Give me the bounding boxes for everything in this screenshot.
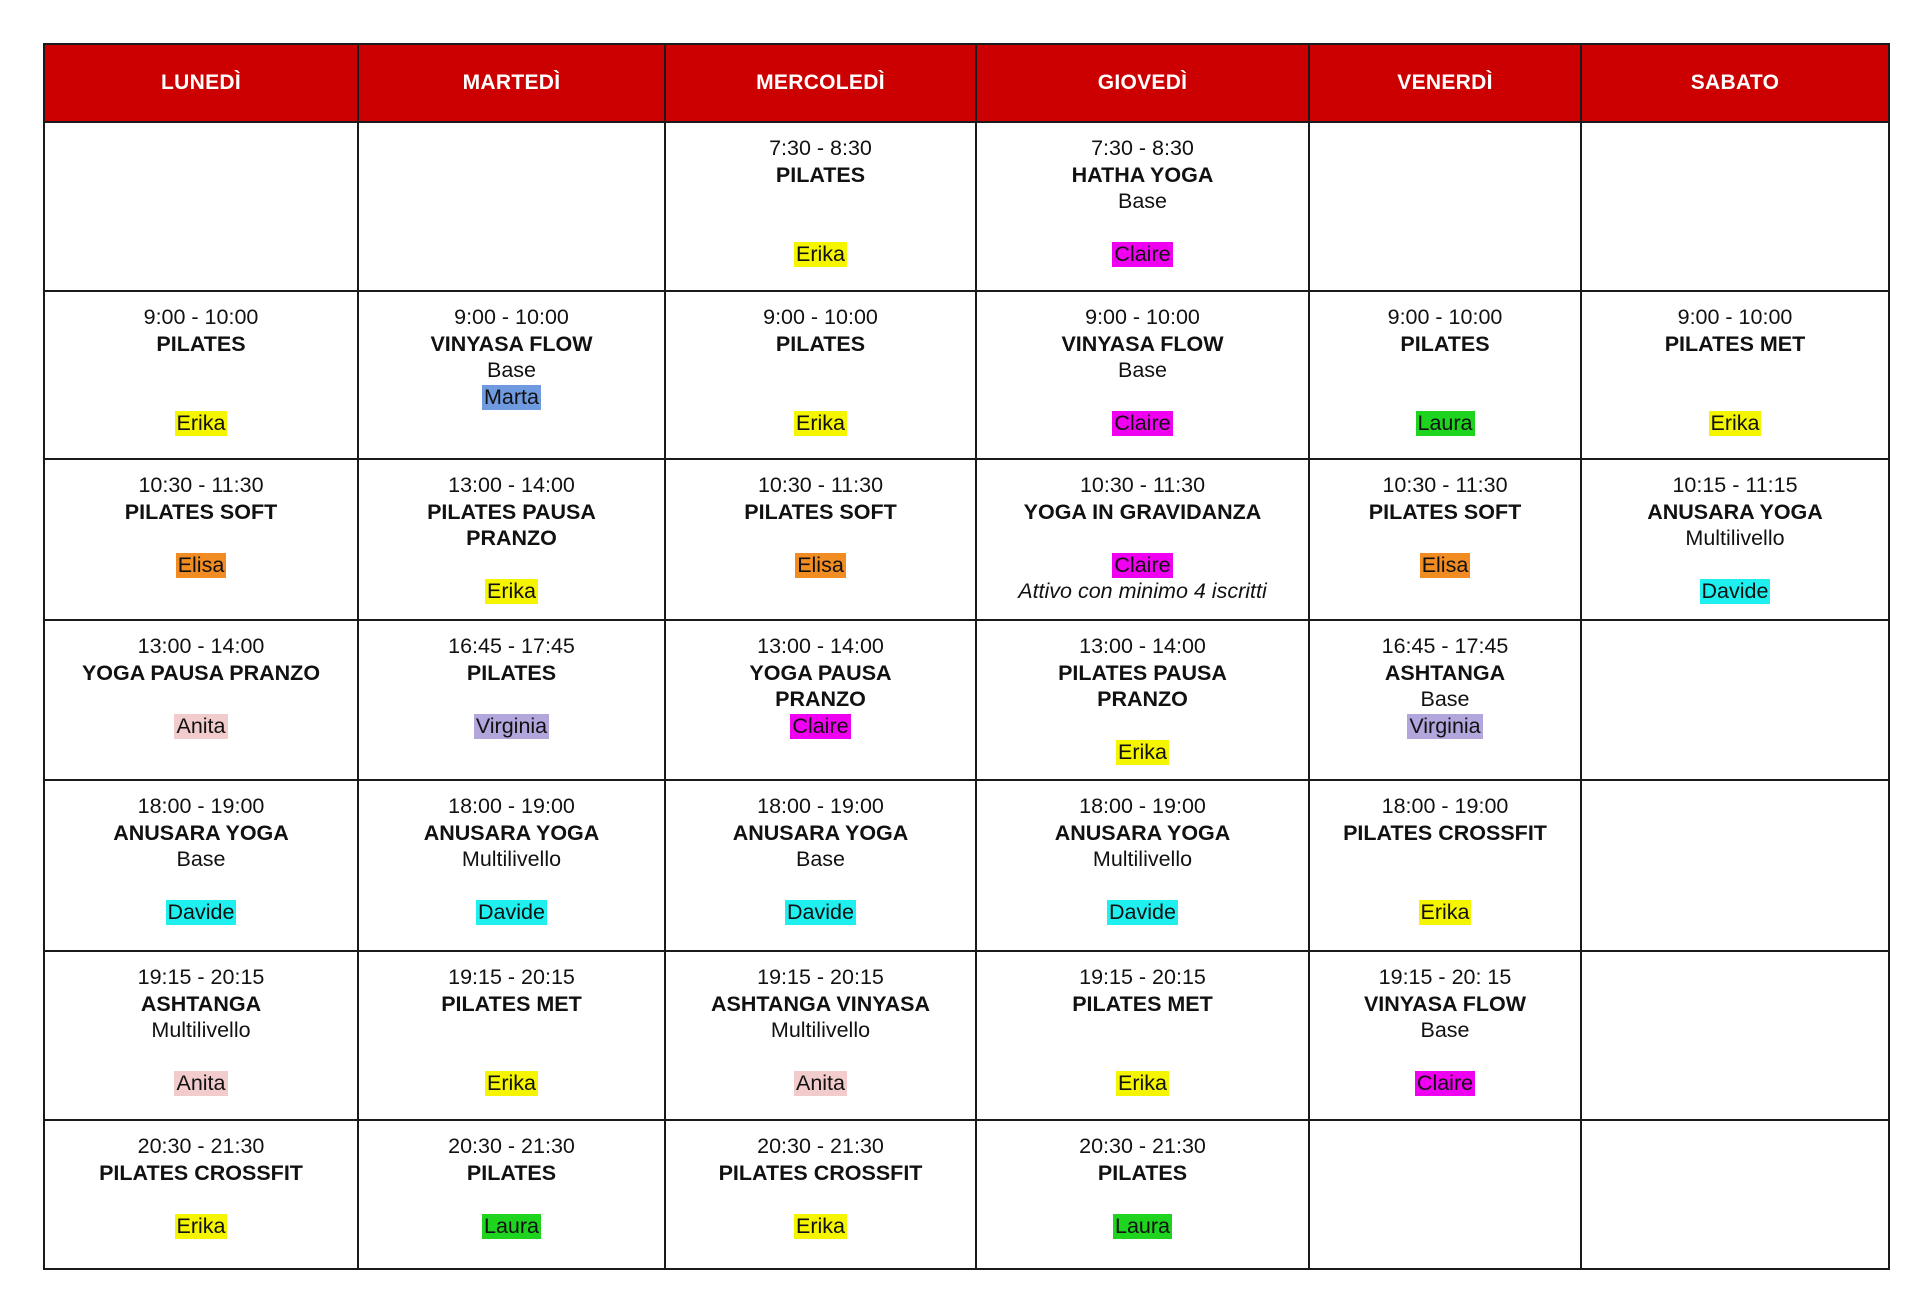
class-entry [359, 1121, 664, 1239]
class-name: PRANZO [775, 687, 866, 711]
class-time: 20:30 - 21:30 [137, 1134, 265, 1158]
class-entry [359, 292, 664, 410]
class-entry [359, 781, 664, 926]
class-name: PILATES MET [441, 991, 582, 1016]
instructor-badge: Elisa [1421, 552, 1469, 577]
class-time: 19:15 - 20:15 [448, 965, 575, 989]
class-name: YOGA IN GRAVIDANZA [1023, 499, 1262, 524]
time-slot-row [44, 122, 1889, 291]
class-name: ANUSARA YOGA [113, 820, 289, 845]
class-name: PILATES CROSSFIT [99, 1160, 303, 1185]
instructor-badge: Claire [1114, 552, 1171, 577]
class-level: Base [1117, 189, 1167, 213]
instructor-badge: Claire [1114, 242, 1171, 266]
class-entry [977, 292, 1308, 437]
instructor-badge: Anita [176, 1071, 226, 1095]
instructor-badge: Marta [484, 384, 539, 409]
class-name: PILATES [466, 1160, 557, 1185]
class-entry [666, 292, 975, 437]
class-level: Base [795, 847, 845, 871]
class-time: 20:30 - 21:30 [757, 1134, 884, 1158]
schedule-cell-friday [1309, 951, 1581, 1120]
instructor-badge: Claire [1416, 1071, 1474, 1095]
class-entry [1582, 460, 1888, 605]
schedule-cell-friday [1309, 291, 1581, 459]
schedule-cell-wednesday [665, 1120, 976, 1269]
class-name: PRANZO [1097, 687, 1188, 711]
class-name: PILATES PAUSA [427, 499, 596, 524]
schedule-cell-wednesday [665, 951, 976, 1120]
class-level: Multilivello [1685, 526, 1785, 550]
instructor-badge: Erika [796, 1213, 845, 1238]
class-name: PRANZO [466, 526, 557, 550]
instructor-badge: Davide [478, 900, 545, 924]
class-name: PILATES CROSSFIT [718, 1160, 923, 1185]
class-level: Base [176, 847, 226, 871]
schedule-cell-tuesday [358, 1120, 665, 1269]
class-name: ASHTANGA [1384, 660, 1506, 685]
class-name: YOGA PAUSA PRANZO [81, 660, 321, 685]
instructor-badge: Erika [1118, 740, 1167, 764]
instructor-badge: Laura [1115, 1213, 1170, 1238]
class-time: 18:00 - 19:00 [1079, 794, 1206, 818]
instructor-badge: Davide [1701, 579, 1769, 603]
instructor-badge: Erika [796, 242, 845, 266]
instructor-badge: Erika [1420, 900, 1470, 924]
schedule-cell-friday [1309, 780, 1581, 951]
schedule-cell-wednesday [665, 459, 976, 620]
class-time: 13:00 - 14:00 [137, 634, 265, 658]
schedule-cell-monday [44, 951, 358, 1120]
weekly-class-schedule [43, 43, 1890, 1270]
schedule-cell-saturday [1581, 951, 1889, 1120]
class-time: 13:00 - 14:00 [448, 473, 575, 497]
class-time: 18:00 - 19:00 [1381, 794, 1509, 818]
class-name: PILATES [1400, 331, 1490, 356]
class-entry [977, 621, 1308, 766]
schedule-cell-thursday [976, 459, 1309, 620]
schedule-cell-wednesday [665, 620, 976, 780]
class-time: 20:30 - 21:30 [448, 1134, 575, 1158]
class-note: Attivo con minimo 4 iscritti [1018, 579, 1267, 603]
class-time: 13:00 - 14:00 [1079, 634, 1206, 658]
day-header-tuesday: MARTEDÌ [358, 44, 665, 122]
class-name: VINYASA FLOW [1363, 991, 1527, 1016]
class-time: 9:00 - 10:00 [143, 305, 259, 329]
day-header-friday: VENERDÌ [1309, 44, 1581, 122]
schedule-cell-tuesday [358, 780, 665, 951]
class-time: 9:00 - 10:00 [454, 305, 569, 329]
schedule-body [44, 122, 1889, 1269]
schedule-cell-thursday [976, 780, 1309, 951]
class-time: 10:30 - 11:30 [1079, 473, 1206, 497]
class-time: 9:00 - 10:00 [1387, 305, 1503, 329]
instructor-badge: Erika [176, 1213, 226, 1238]
time-slot-row [44, 780, 1889, 951]
class-entry [977, 123, 1308, 268]
instructor-badge: Elisa [177, 552, 225, 577]
class-name: ANUSARA YOGA [423, 820, 600, 845]
time-slot-row [44, 459, 1889, 620]
class-entry [45, 460, 357, 578]
instructor-badge: Laura [1417, 411, 1473, 435]
class-name: PILATES CROSSFIT [1343, 820, 1547, 845]
class-name: PILATES [775, 331, 866, 356]
class-time: 19:15 - 20:15 [137, 965, 265, 989]
class-entry [1310, 621, 1580, 739]
class-entry [977, 781, 1308, 926]
schedule-cell-tuesday [358, 620, 665, 780]
class-time: 18:00 - 19:00 [448, 794, 575, 818]
schedule-cell-monday [44, 780, 358, 951]
class-entry [1310, 781, 1580, 926]
day-header-wednesday: MERCOLEDÌ [665, 44, 976, 122]
class-time: 19:15 - 20:15 [1079, 965, 1206, 989]
schedule-cell-monday [44, 459, 358, 620]
instructor-badge: Erika [487, 579, 536, 603]
class-name: ASHTANGA VINYASA [710, 991, 930, 1016]
instructor-badge: Davide [1109, 900, 1176, 924]
class-name: ANUSARA YOGA [1054, 820, 1231, 845]
day-header-thursday: GIOVEDÌ [976, 44, 1309, 122]
schedule-cell-wednesday [665, 122, 976, 291]
class-entry [45, 952, 357, 1097]
class-time: 10:30 - 11:30 [757, 473, 884, 497]
schedule-cell-saturday [1581, 459, 1889, 620]
schedule-cell-saturday [1581, 1120, 1889, 1269]
instructor-badge: Erika [1710, 411, 1760, 435]
instructor-badge: Virginia [1409, 713, 1481, 738]
class-time: 10:30 - 11:30 [138, 473, 264, 497]
class-entry [359, 952, 664, 1097]
class-name: PILATES [775, 162, 866, 187]
class-time: 13:00 - 14:00 [757, 634, 884, 658]
class-level: Multilivello [151, 1018, 251, 1042]
schedule-cell-tuesday [358, 951, 665, 1120]
class-entry [45, 292, 357, 437]
schedule-cell-saturday [1581, 780, 1889, 951]
class-name: PILATES MET [1072, 991, 1213, 1016]
class-name: PILATES SOFT [124, 499, 278, 524]
time-slot-row [44, 1120, 1889, 1269]
instructor-badge: Erika [176, 411, 226, 435]
class-time: 20:30 - 21:30 [1079, 1134, 1206, 1158]
class-time: 19:15 - 20: 15 [1378, 965, 1512, 989]
class-level: Multilivello [461, 847, 562, 871]
instructor-badge: Erika [796, 411, 845, 435]
class-name: PILATES MET [1664, 331, 1806, 356]
class-time: 9:00 - 10:00 [1085, 305, 1200, 329]
class-entry [359, 460, 664, 605]
schedule-cell-saturday [1581, 122, 1889, 291]
schedule-cell-friday [1309, 122, 1581, 291]
instructor-badge: Davide [167, 900, 235, 924]
schedule-cell-friday [1309, 459, 1581, 620]
class-level: Multilivello [770, 1018, 871, 1042]
time-slot-row [44, 620, 1889, 780]
class-entry [45, 621, 357, 739]
time-slot-row [44, 951, 1889, 1120]
instructor-badge: Anita [795, 1071, 845, 1095]
instructor-badge: Elisa [797, 552, 844, 577]
class-entry [1310, 292, 1580, 437]
class-name: ANUSARA YOGA [732, 820, 909, 845]
class-time: 16:45 - 17:45 [1381, 634, 1509, 658]
schedule-cell-monday [44, 291, 358, 459]
schedule-cell-tuesday [358, 291, 665, 459]
instructor-badge: Erika [487, 1071, 536, 1095]
schedule-cell-friday [1309, 620, 1581, 780]
class-name: PILATES [156, 331, 246, 356]
instructor-badge: Anita [176, 713, 226, 738]
class-time: 9:00 - 10:00 [763, 305, 878, 329]
class-entry [359, 621, 664, 739]
schedule-cell-wednesday [665, 780, 976, 951]
class-name: ANUSARA YOGA [1647, 499, 1823, 524]
class-entry [1582, 292, 1888, 437]
class-entry [666, 952, 975, 1097]
schedule-cell-tuesday [358, 459, 665, 620]
day-header-saturday: SABATO [1581, 44, 1889, 122]
class-level: Multilivello [1092, 847, 1193, 871]
class-entry [666, 621, 975, 739]
class-time: 18:00 - 19:00 [137, 794, 265, 818]
class-name: HATHA YOGA [1071, 162, 1214, 187]
day-header-monday: LUNEDÌ [44, 44, 358, 122]
class-name: ASHTANGA [140, 991, 262, 1016]
class-entry [45, 1121, 357, 1239]
class-time: 9:00 - 10:00 [1677, 305, 1793, 329]
instructor-badge: Erika [1118, 1071, 1167, 1095]
class-time: 19:15 - 20:15 [757, 965, 884, 989]
class-entry [45, 781, 357, 926]
class-time: 16:45 - 17:45 [448, 634, 575, 658]
class-name: PILATES [1097, 1160, 1188, 1185]
schedule-cell-monday [44, 620, 358, 780]
instructor-badge: Virginia [475, 713, 548, 738]
schedule-cell-monday [44, 1120, 358, 1269]
schedule-cell-wednesday [665, 291, 976, 459]
class-entry [977, 1121, 1308, 1239]
schedule-cell-thursday [976, 1120, 1309, 1269]
class-entry [666, 460, 975, 578]
schedule-cell-thursday [976, 291, 1309, 459]
class-name: PILATES [466, 660, 557, 685]
class-level: Base [1117, 358, 1167, 382]
class-time: 10:15 - 11:15 [1672, 473, 1798, 497]
class-name: PILATES SOFT [744, 499, 897, 524]
class-time: 10:30 - 11:30 [1382, 473, 1508, 497]
class-name: YOGA PAUSA [749, 660, 892, 685]
class-entry [666, 1121, 975, 1239]
schedule-cell-friday [1309, 1120, 1581, 1269]
class-level: Base [1420, 1018, 1470, 1042]
schedule-cell-monday [44, 122, 358, 291]
class-name: VINYASA FLOW [430, 331, 593, 356]
class-name: VINYASA FLOW [1061, 331, 1224, 356]
class-entry [1310, 460, 1580, 578]
class-level: Base [486, 358, 536, 382]
day-header-row [44, 44, 1889, 122]
class-entry [977, 952, 1308, 1097]
time-slot-row [44, 291, 1889, 459]
instructor-badge: Davide [787, 900, 854, 924]
class-name: PILATES PAUSA [1058, 660, 1227, 685]
class-entry [666, 781, 975, 926]
schedule-cell-thursday [976, 620, 1309, 780]
schedule-cell-saturday [1581, 291, 1889, 459]
schedule-cell-tuesday [358, 122, 665, 291]
schedule-cell-thursday [976, 951, 1309, 1120]
class-entry [977, 460, 1308, 605]
class-name: PILATES SOFT [1368, 499, 1522, 524]
instructor-badge: Claire [792, 713, 849, 738]
class-time: 7:30 - 8:30 [1091, 136, 1194, 160]
class-entry [1310, 952, 1580, 1097]
instructor-badge: Laura [484, 1213, 539, 1238]
class-time: 18:00 - 19:00 [757, 794, 884, 818]
class-level: Base [1420, 687, 1470, 711]
schedule-cell-thursday [976, 122, 1309, 291]
instructor-badge: Claire [1114, 411, 1171, 435]
class-entry [666, 123, 975, 268]
class-time: 7:30 - 8:30 [769, 136, 872, 160]
schedule-cell-saturday [1581, 620, 1889, 780]
